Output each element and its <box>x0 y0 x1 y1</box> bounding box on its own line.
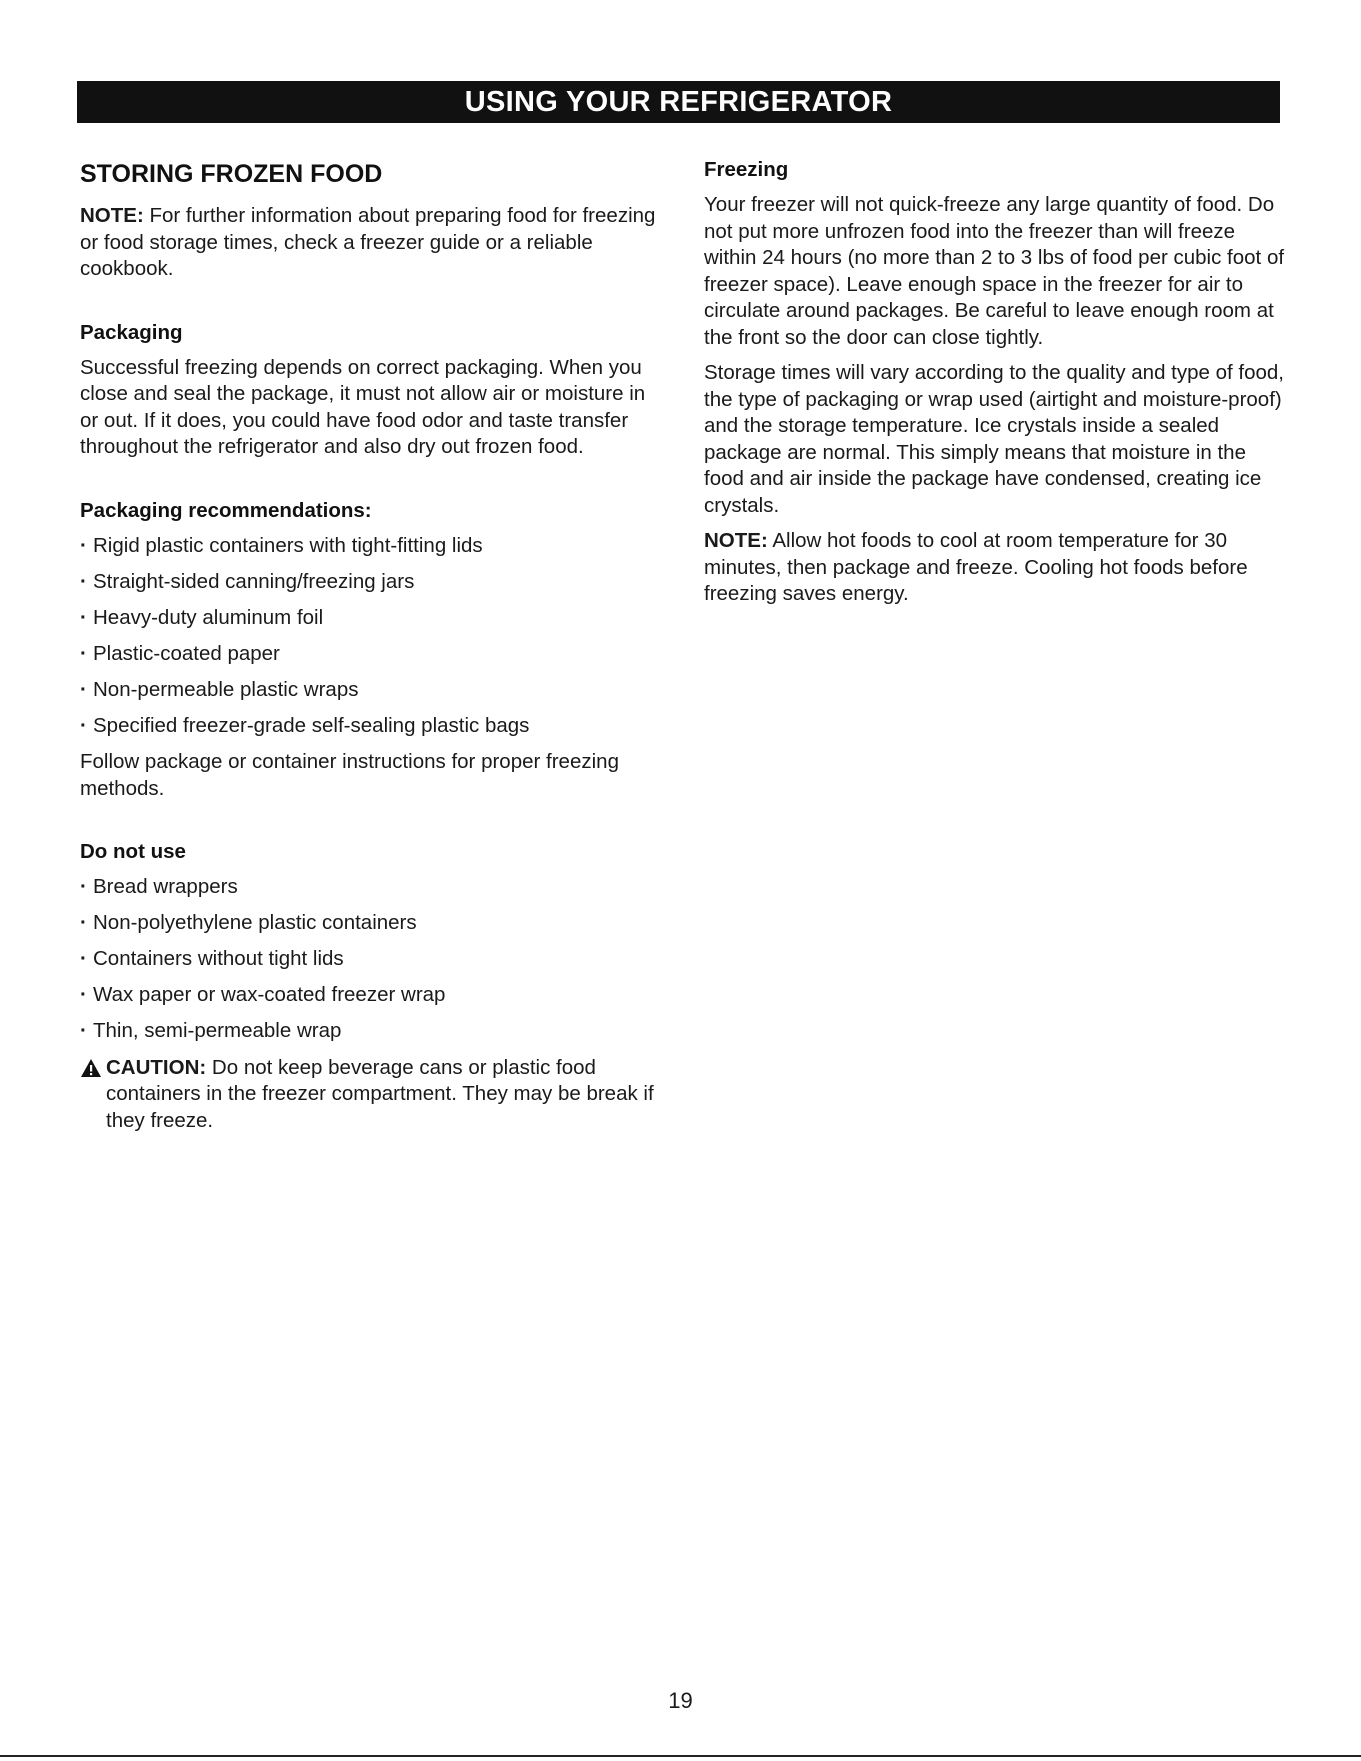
freezing-heading: Freezing <box>704 158 789 181</box>
list-item: · Bread wrappers <box>80 874 660 901</box>
bullet-icon: · <box>80 911 87 935</box>
bullet-icon: · <box>80 605 87 629</box>
bullet-icon: · <box>80 713 87 737</box>
left-column <box>80 158 660 1134</box>
bullet-icon: · <box>80 677 87 701</box>
note-label: NOTE: <box>704 529 768 552</box>
list-item: · Specified freezer-grade self-sealing plastic bags <box>80 713 660 740</box>
page-header-banner: USING YOUR REFRIGERATOR <box>77 81 1280 123</box>
bullet-icon: · <box>80 1019 87 1043</box>
freezing-note-paragraph <box>704 528 1286 608</box>
do-not-use-heading: Do not use <box>80 840 186 864</box>
bullet-icon: · <box>80 875 87 899</box>
note-text: Allow hot foods to cool at room temperature for 30 minutes, then package and freeze. Cooling hot foods before freezing saves energy. <box>704 529 1248 605</box>
follow-instructions-paragraph: Follow package or container instructions for proper freezing methods. <box>80 750 619 800</box>
recommendations-list <box>80 533 660 740</box>
freezing-paragraph-1: Your freezer will not quick-freeze any large quantity of food. Do not put more unfrozen food into the freezer than will freeze within 24 hours (no more than 2 to 3 lbs of food per cubic foot of freezer space). Leave enough space in the freezer for air to circulate around packages. Be careful to leave enough room at the front so the door can close tightly. <box>704 193 1285 349</box>
bottom-divider <box>0 1755 1361 1757</box>
list-item: · Containers without tight lids <box>80 946 660 973</box>
do-not-use-list <box>80 874 660 1045</box>
list-item: · Plastic-coated paper <box>80 641 660 668</box>
caution-paragraph <box>80 1055 660 1135</box>
freezing-paragraph-2: Storage times will vary according to the quality and type of food, the type of packaging or wrap used (airtight and moisture-proof) and the storage temperature. Ice crystals inside a sealed package are normal. This simply means that moisture in the food and air inside the package have condensed, creating ice crystals. <box>704 361 1285 517</box>
note-paragraph <box>80 203 660 283</box>
packaging-paragraph: Successful freezing depends on correct packaging. When you close and seal the package, it must not allow air or moisture in or out. If it does, you could have food odor and taste transfer throughout the refrigerator and also dry out frozen food. <box>80 355 646 458</box>
right-column <box>704 158 1286 608</box>
bullet-icon: · <box>80 983 87 1007</box>
recommendations-heading: Packaging recommendations: <box>80 498 372 522</box>
caution-label: CAUTION: <box>106 1055 207 1079</box>
note-text: For further information about preparing food for freezing or food storage times, check a freezer guide or a reliable cookbook. <box>80 204 656 280</box>
list-item: · Non-polyethylene plastic containers <box>80 910 660 937</box>
packaging-heading: Packaging <box>80 320 183 344</box>
list-item: · Straight-sided canning/freezing jars <box>80 569 660 596</box>
list-item: · Non-permeable plastic wraps <box>80 677 660 704</box>
bullet-icon: · <box>80 947 87 971</box>
list-item: · Rigid plastic containers with tight-fitting lids <box>80 533 660 560</box>
bullet-icon: · <box>80 641 87 665</box>
list-item: · Thin, semi-permeable wrap <box>80 1018 660 1045</box>
bullet-icon: · <box>80 569 87 593</box>
list-item: · Heavy-duty aluminum foil <box>80 605 660 632</box>
bullet-icon: · <box>80 533 87 557</box>
list-item: · Wax paper or wax-coated freezer wrap <box>80 982 660 1009</box>
section-title: STORING FROZEN FOOD <box>80 160 383 188</box>
page-number: 19 <box>668 1688 693 1713</box>
warning-triangle-icon <box>80 1058 102 1078</box>
caution-text: Do not keep beverage cans or plastic food containers in the freezer compartment. They may be break if they freeze. <box>106 1055 654 1132</box>
note-label: NOTE: <box>80 204 144 227</box>
